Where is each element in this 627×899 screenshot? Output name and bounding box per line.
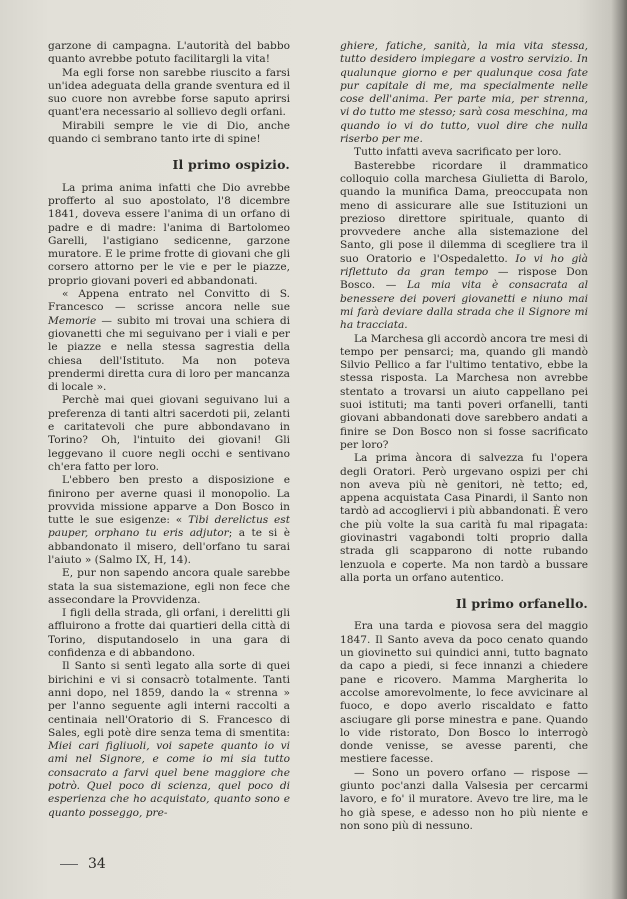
page-number-rule [60, 864, 78, 865]
paragraph: Tutto infatti aveva sacrificato per loro. [354, 146, 562, 159]
paragraph: garzone di campagna. L'autorità del babbo quanto avrebbe potuto facilitargli la vita! [48, 40, 290, 66]
text: — rispose Don Bosco. — [340, 266, 588, 292]
page-number: 34 [88, 856, 106, 872]
text: Basterebbe ricordare il drammatico colloquio colla marchesa Giulietta di Barolo, quando la munifica Dama, preoccupata non meno di assicurare alle sue Istituzioni un prezioso direttore spirituale, quanto di provvedere anche alla sistemazione del Santo, gli pose il dilemma di scegliere tra il suo Oratorio e l'Ospedaletto. [340, 159, 588, 265]
italic-text: Memorie [48, 314, 97, 327]
section-heading-primo-orfanello: Il primo orfanello. [455, 596, 588, 612]
right-column [340, 40, 588, 833]
text: — subito mi trovai una schiera di giovanetti che mi seguivano per i viali e per le piazze e nella stessa sagrestia della chiesa dell'Istituto. Ma non poteva prendermi diretta cura di loro per mancanza di locale ». [48, 314, 290, 394]
paragraph: Era una tarda e piovosa sera del maggio 1847. Il Santo aveva da poco cenato quando un giovinetto sui quindici anni, tutto bagnato da capo a piedi, si fece innanzi a chiedere pane e ricovero. Mamma Margherita lo accolse amorevolmente, lo fece avvicinare al fuoco, e dopo averlo riscaldato e fatto asciugare gli porse minestra e pane. Quando lo vide ristorato, Don Bosco lo interrogò donde venisse, se avesse parenti, che mestiere facesse. [340, 620, 588, 766]
italic-text: La mia vita è consacrata al benessere dei poveri giovanetti e niuno mai mi farà deviare dalla strada che il Signore mi ha tracciata. [340, 279, 588, 332]
paragraph: La Marchesa gli accordò ancora tre mesi di tempo per pensarci; ma, quando gli mandò Silvio Pellico a far l'ultimo tentativo, ebbe la stessa risposta. La Marchesa non avrebbe stentato a trovarsi un aiuto cappellano pei suoi istituti; ma tanti poveri orfanelli, tanti giovani abbandonati dove sarebbero andati a finire se Don Bosco non si fosse sacrificato per loro? [340, 332, 588, 451]
paragraph [48, 288, 290, 394]
paragraph [48, 660, 290, 820]
paragraph: Mirabili sempre le vie di Dio, anche quando ci sembrano tanto irte di spine! [48, 119, 290, 146]
paragraph: Perchè mai quei giovani seguivano lui a preferenza di tanti altri sacerdoti pii, zelanti e caritatevoli che pure abbondavano in Torino? Oh, l'intuito dei giovani! Gli leggevano il cuore negli occhi e sentivano ch'era fatto per loro. [48, 394, 290, 473]
paragraph: Ma egli forse non sarebbe riuscito a farsi un'idea adeguata della grande sventura ed il suo cuore non avrebbe forse saputo aprirsi quant'era necessario al sollievo degli orfani. [48, 66, 290, 119]
paragraph: La prima àncora di salvezza fu l'opera degli Oratori. Però urgevano ospizi per chi non aveva più nè genitori, nè tetto; ed, appena acquistata Casa Pinardi, il Santo non tardò ad accogliervi i più abbandonati. È vero che più volte la sua carità fu mal ripagata: giovinastri vagabondi tolti proprio dalla strada gli scapparono di notte rubando lenzuola e coperte. Ma non tardò a bussare alla porta un orfano autentico. [340, 452, 588, 584]
italic-text: Tibi derelictus est pauper, orphano tu eris adjutor [48, 514, 290, 540]
section-heading-primo-ospizio: Il primo ospizio. [172, 157, 290, 173]
italic-text: Miei cari figliuoli, voi sapete quanto io vi ami nel Signore, e come io mi sia tutto consacrato a farvi quel bene maggiore che potrò. Quel poco di scienza, quel poco di esperienza che ho acquistato, quanto sono e quanto posseggo, pre- [48, 740, 290, 819]
paragraph: I figli della strada, gli orfani, i derelitti gli affluirono a frotte dai quartieri della città di Torino, disputandoselo in una gara di confidenza e di abbandono. [48, 607, 290, 660]
book-spine [611, 0, 627, 899]
paragraph: E, pur non sapendo ancora quale sarebbe stata la sua sistemazione, egli non fece che assecondare la Provvidenza. [48, 567, 290, 606]
paragraph [340, 160, 588, 333]
left-column [48, 40, 290, 820]
paragraph: ghiere, fatiche, sanità, la mia vita stessa, tutto desidero impiegare a vostro servizio. In qualunque giorno e per qualunque cosa fate pur capitale di me, ma specialmente nelle cose dell'anima. Per parte mia, per strenna, vi do tutto me stesso; sarà cosa meschina, ma quando io vi do tutto, vuol dire che nulla riserbo per me. [340, 40, 588, 146]
italic-text: Io vi ho già riflettuto da gran tempo [340, 252, 588, 279]
paragraph: — Sono un povero orfano — rispose — giunto poc'anzi dalla Valsesia per cercarmi lavoro, e fo' il muratore. Avevo tre lire, ma le ho già spese, e adesso non ho più niente e non sono più di nessuno. [340, 766, 588, 832]
paragraph [48, 474, 290, 567]
text: ; a te si è abbandonato il misero, dell'orfano tu sarai l'aiuto » (Salmo IX, H, 14). [48, 527, 290, 566]
text: L'ebbero ben presto a disposizione e finirono per averne quasi il monopolio. La provvida missione apparve a Don Bosco in tutte le sue esigenze: « [48, 474, 290, 527]
paragraph: La prima anima infatti che Dio avrebbe profferto al suo apostolato, l'8 dicembre 1841, doveva essere l'anima di un orfano di padre e di madre: l'anima di Bartolomeo Garelli, l'astigiano sedicenne, garzone muratore. E le prime frotte di giovani che gli corsero attorno per le vie e per le piazze, proprio giovani poveri ed abbandonati. [48, 181, 290, 287]
text: « Appena entrato nel Convitto di S. Francesco — scrisse ancora nelle sue [48, 288, 290, 314]
text: Il Santo si sentì legato alla sorte di quei birichini e vi si consacrò totalmente. Tanti anni dopo, nel 1859, dando la « strenna » per l'anno seguente agli interni raccolti a centinaia nell'Oratorio di S. Francesco di Sales, egli potè dire senza tema di smentita: [48, 660, 290, 739]
